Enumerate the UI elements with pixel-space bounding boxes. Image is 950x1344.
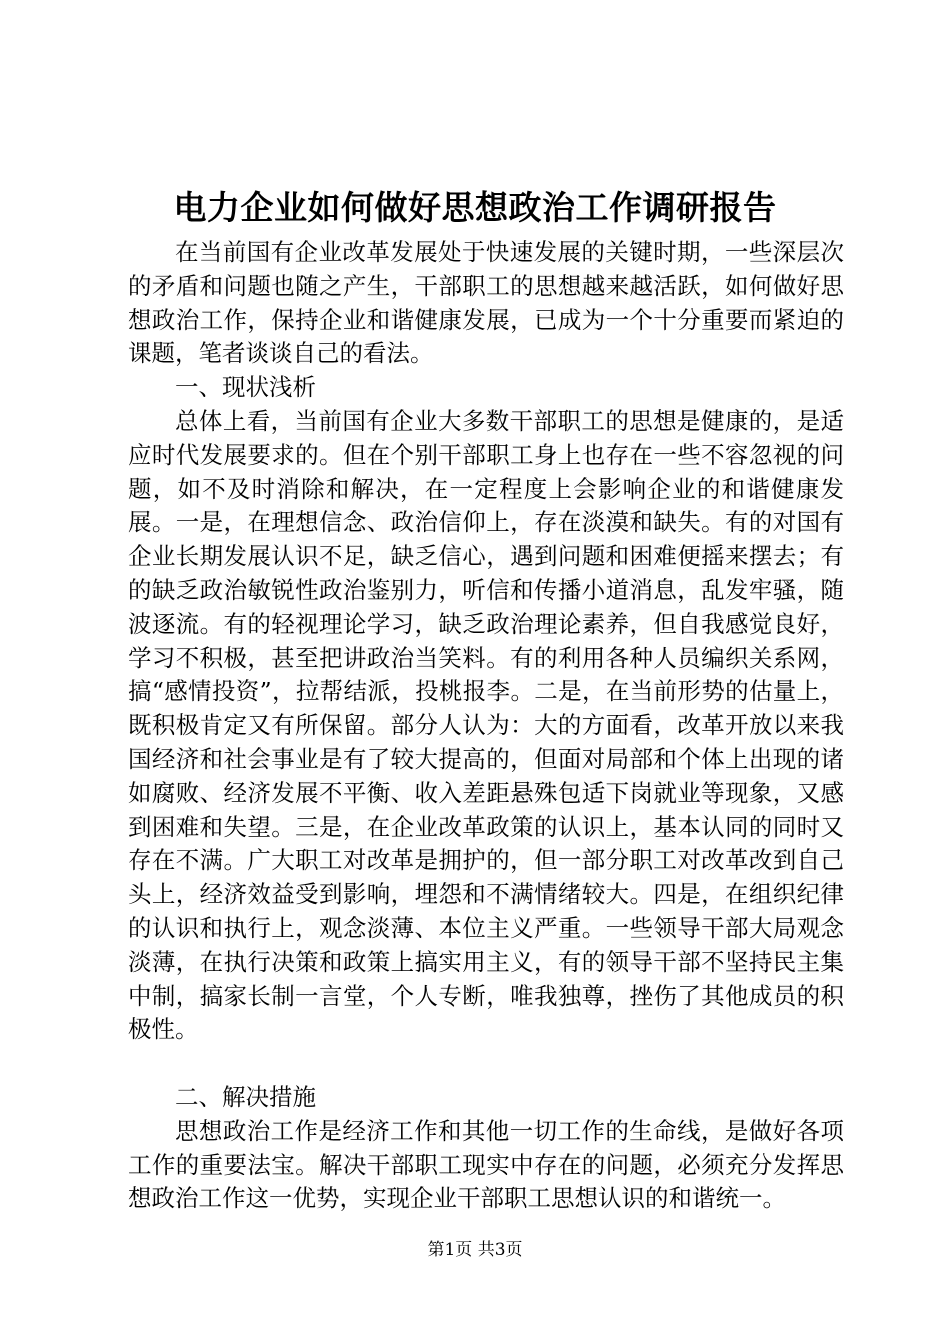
page-number-footer: 第1页 共3页 [427, 1240, 523, 1260]
section-heading-status: 一、现状浅析 [175, 373, 316, 402]
paragraph-gap [128, 1047, 844, 1081]
document-title: 电力企业如何做好思想政治工作调研报告 [173, 188, 777, 227]
section-paragraph-status: 总体上看，当前国有企业大多数干部职工的思想是健康的，是适应时代发展要求的。但在个别干部职工身上也存在一些不容忽视的问题，如不及时消除和解决，在一定程度上会影响企业的和谐健康发展。一是，在理想信念、政治信仰上，存在淡漠和缺失。有的对国有企业长期发展认识不足，缺乏信心，遇到问题和困难便摇来摆去；有的缺乏政治敏锐性政治鉴别力，听信和传播小道消息，乱发牢骚，随波逐流。有的轻视理论学习，缺乏政治理论素养，但自我感觉良好，学习不积极，甚至把讲政治当笑料。有的利用各种人员编织关系网，搞“感情投资”，拉帮结派，投桃报李。二是，在当前形势的估量上，既积极肯定又有所保留。部分人认为：大的方面看，改革开放以来我国经济和社会事业是有了较大提高的，但面对局部和个体上出现的诸如腐败、经济发展不平衡、收入差距悬殊包适下岗就业等现象，又感到困难和失望。三是，在企业改革政策的认识上，基本认同的同时又存在不满。广大职工对改革是拥护的，但一部分职工对改革改到自己头上，经济效益受到影响，埋怨和不满情绪较大。四是，在组织纪律的认识和执行上，观念淡薄、本位主义严重。一些领导干部大局观念淡薄，在执行决策和政策上搞实用主义，有的领导干部不坚持民主集中制，搞家长制一言堂，个人专断，唯我独尊，挫伤了其他成员的积极性。 [128, 406, 844, 1044]
document-body [128, 236, 844, 1216]
intro-paragraph: 在当前国有企业改革发展处于快速发展的关键时期，一些深层次的矛盾和问题也随之产生，干部职工的思想越来越活跃，如何做好思想政治工作，保持企业和谐健康发展，已成为一个十分重要而紧迫的课题，笔者谈谈自己的看法。 [128, 238, 844, 368]
section-paragraph-measures: 思想政治工作是经济工作和其他一切工作的生命线，是做好各项工作的重要法宝。解决干部职工现实中存在的问题，必须充分发挥思想政治工作这一优势，实现企业干部职工思想认识的和谐统一。 [128, 1116, 844, 1213]
section-heading-measures: 二、解决措施 [175, 1082, 316, 1111]
